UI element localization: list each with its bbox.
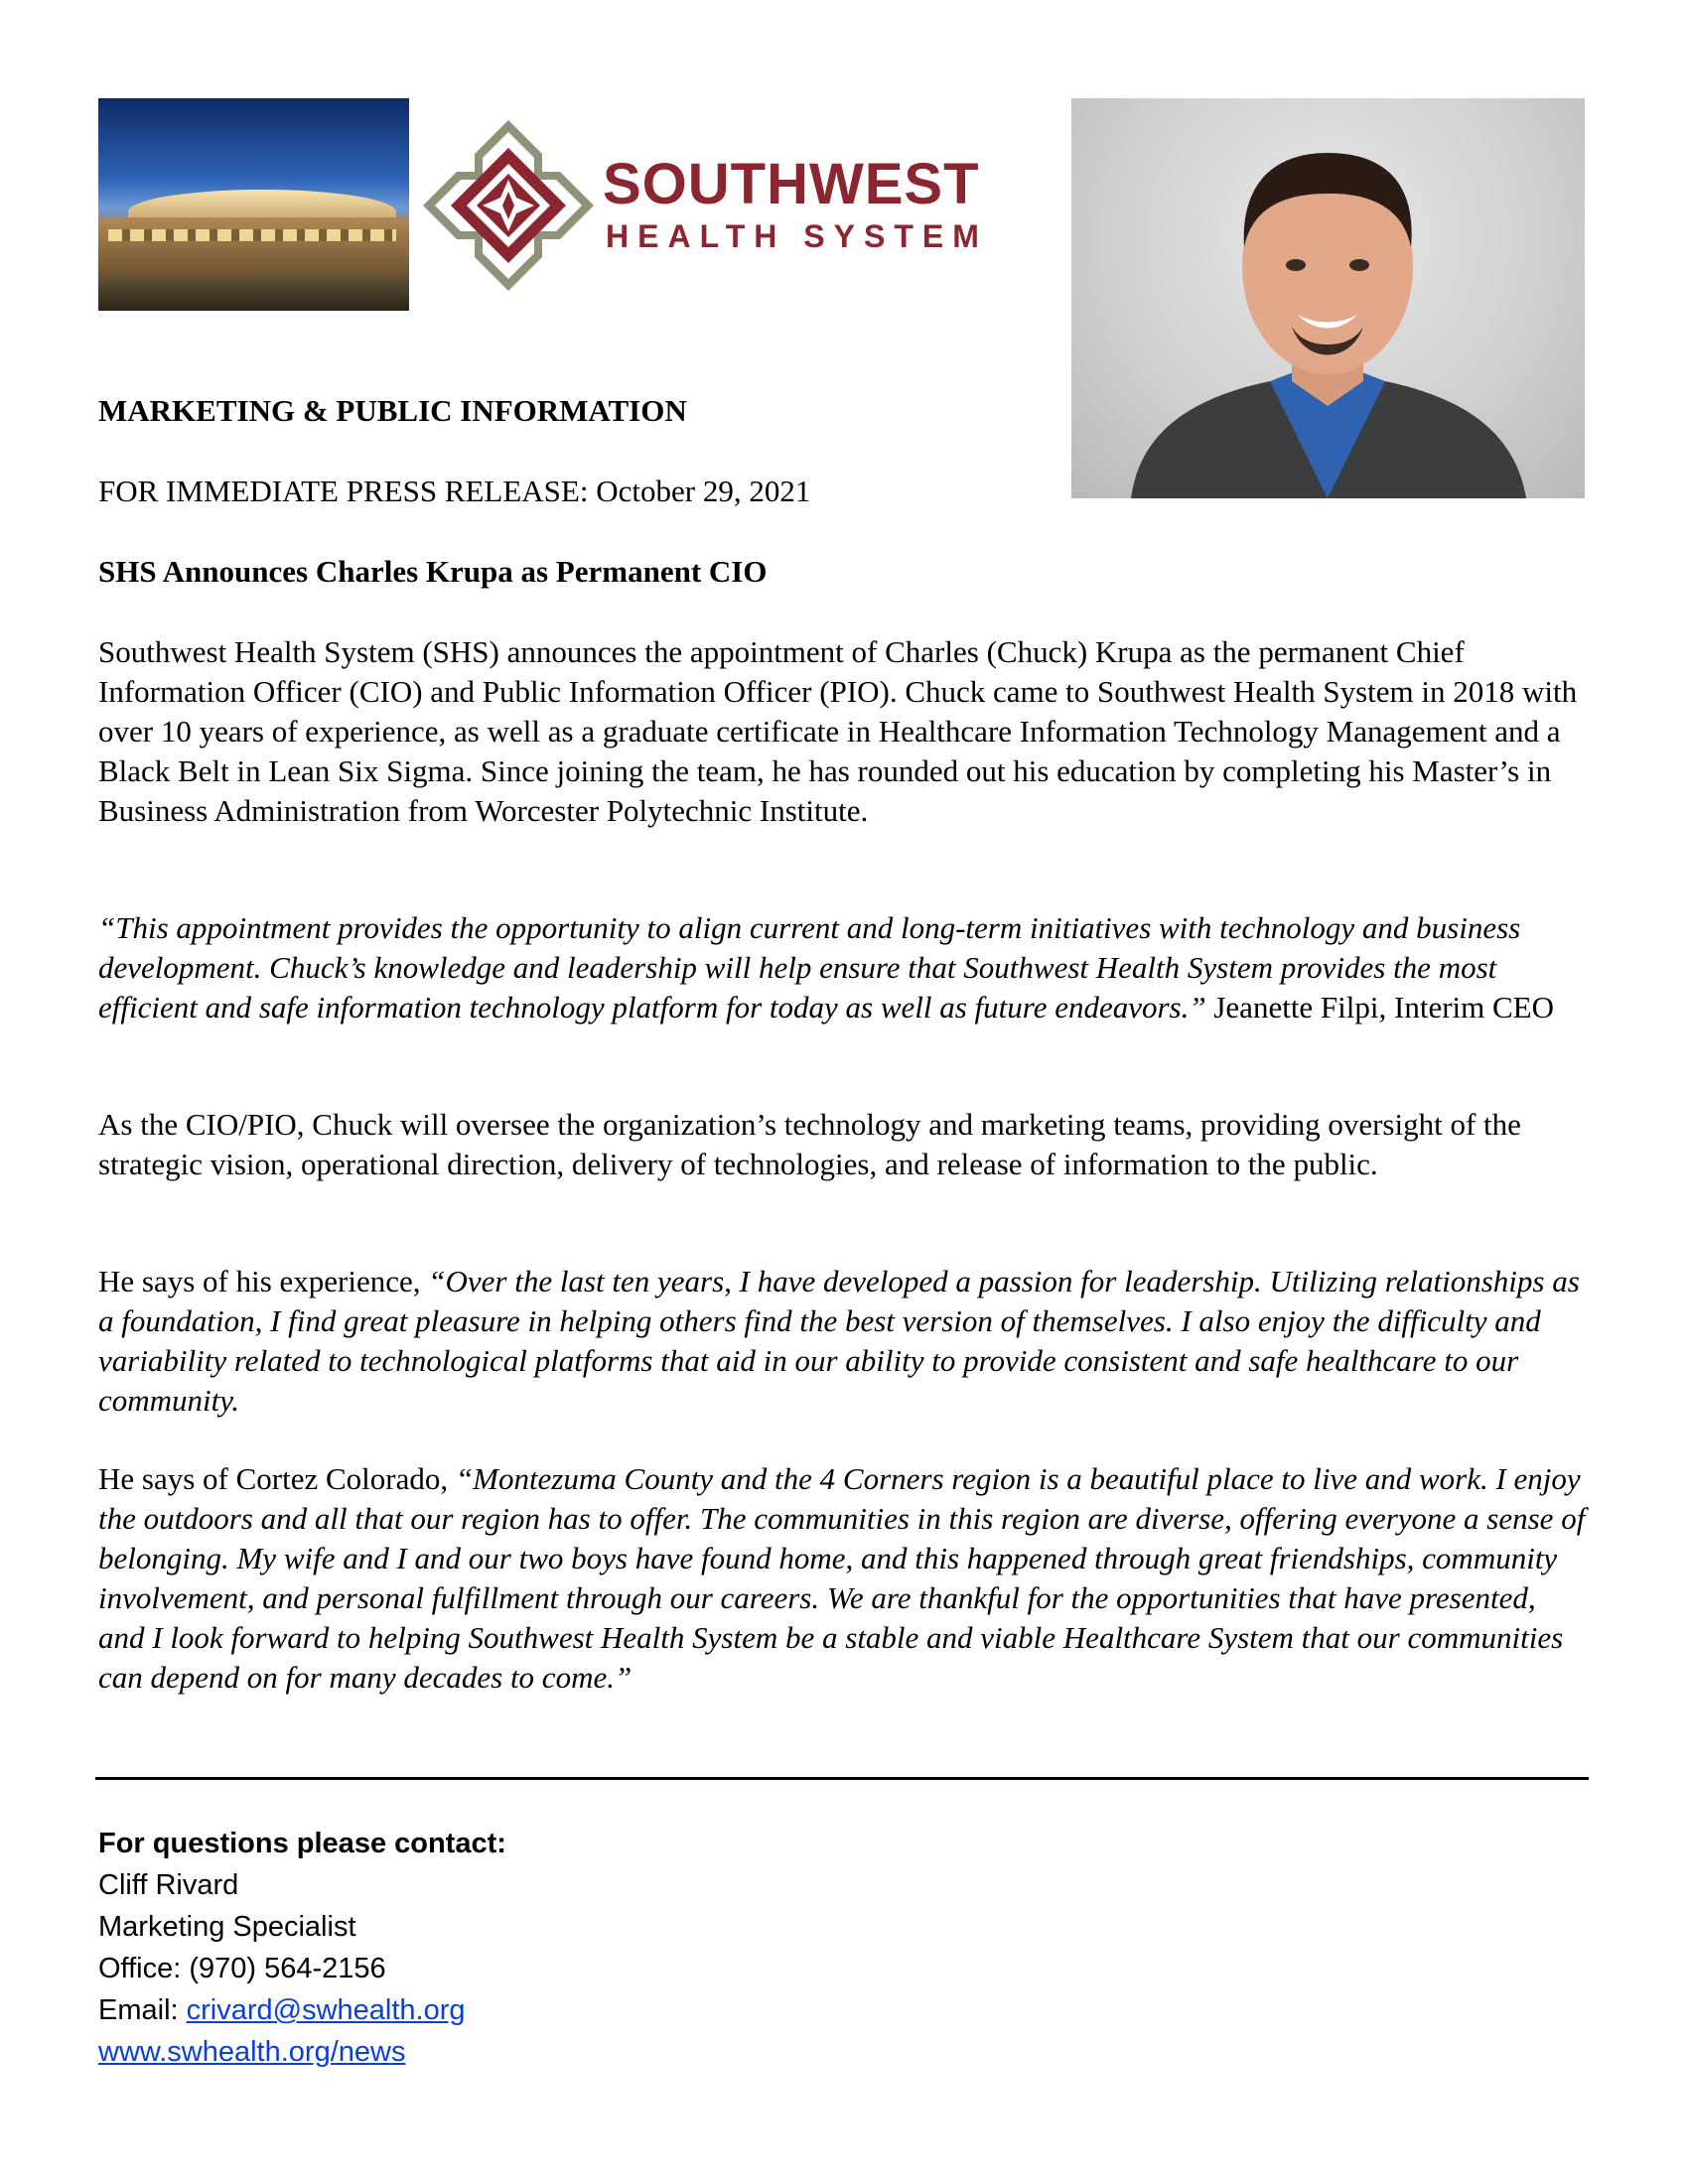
press-headline: SHS Announces Charles Krupa as Permanent CIO <box>98 554 768 589</box>
quote-attribution: Jeanette Filpi, Interim CEO <box>1205 990 1555 1024</box>
logo-wordmark-line1: SOUTHWEST <box>603 152 980 216</box>
cortez-quote: “Montezuma County and the 4 Corners region is a beautiful place to live and work. I enjoy the outdoors and all that our region has to offer. The communities in this region are diverse, offering everyone a sense of belonging. My wife and I and our two boys have found home, and this happened through great friendships, community involvement, and personal fulfillment through our careers. We are thankful for the opportunities that have presented, and I look forward to helping Southwest Health System be a stable and viable Healthcare System that our communities can depend on for many decades to come.” <box>98 1461 1586 1695</box>
southwest-logo-icon <box>421 118 596 293</box>
ceo-quote: “This appointment provides the opportunity to align current and long-term initiatives with technology and business development. Chuck’s knowledge and leadership will help ensure that Southwest Health System provides the most efficient and safe information technology platform for today as well as future endeavors.” <box>98 910 1521 1024</box>
contact-office-phone: Office: (970) 564-2156 <box>98 1953 386 1984</box>
email-link[interactable]: crivard@swhealth.org <box>186 1994 466 2026</box>
department-heading: MARKETING & PUBLIC INFORMATION <box>98 393 687 428</box>
portrait-photo <box>1071 98 1585 498</box>
hospital-building-photo <box>98 98 409 311</box>
contact-heading: For questions please contact: <box>98 1828 506 1859</box>
body-paragraph-5 <box>98 1459 1588 1698</box>
website-link[interactable]: www.swhealth.org/news <box>98 2036 406 2068</box>
logo-wordmark-line2: HEALTH SYSTEM <box>606 218 988 254</box>
body-paragraph-3: As the CIO/PIO, Chuck will oversee the organization’s technology and marketing teams, providing oversight of the strategic vision, operational direction, delivery of technologies, and release of information to the public. <box>98 1107 1521 1181</box>
release-date-line: FOR IMMEDIATE PRESS RELEASE: October 29, 2021 <box>98 474 811 508</box>
experience-intro: He says of his experience, <box>98 1264 429 1298</box>
experience-quote: “Over the last ten years, I have developed a passion for leadership. Utilizing relationships as a foundation, I find great pleasure in helping others find the best version of themselves. I also enjoy the difficulty and variability related to technological platforms that aid in our ability to provide consistent and safe healthcare to our community. <box>98 1264 1580 1418</box>
body-paragraph-4 <box>98 1262 1588 1421</box>
body-paragraph-2 <box>98 908 1588 1027</box>
contact-name: Cliff Rivard <box>98 1869 239 1901</box>
contact-title: Marketing Specialist <box>98 1911 356 1943</box>
contact-email-line <box>98 1989 466 2031</box>
body-paragraph-1: Southwest Health System (SHS) announces the appointment of Charles (Chuck) Krupa as the permanent Chief Information Officer (CIO) and Public Information Officer (PIO). Chuck came to Southwest Health System in 2018 with over 10 years of experience, as well as a graduate certificate in Healthcare Information Technology Management and a Black Belt in Lean Six Sigma. Since joining the team, he has rounded out his education by completing his Master’s in Business Administration from Worcester Polytechnic Institute. <box>98 634 1578 828</box>
email-label: Email: <box>98 1994 187 2026</box>
divider-line <box>95 1777 1589 1780</box>
cortez-intro: He says of Cortez Colorado, <box>98 1461 456 1496</box>
contact-website-line <box>98 2031 405 2073</box>
